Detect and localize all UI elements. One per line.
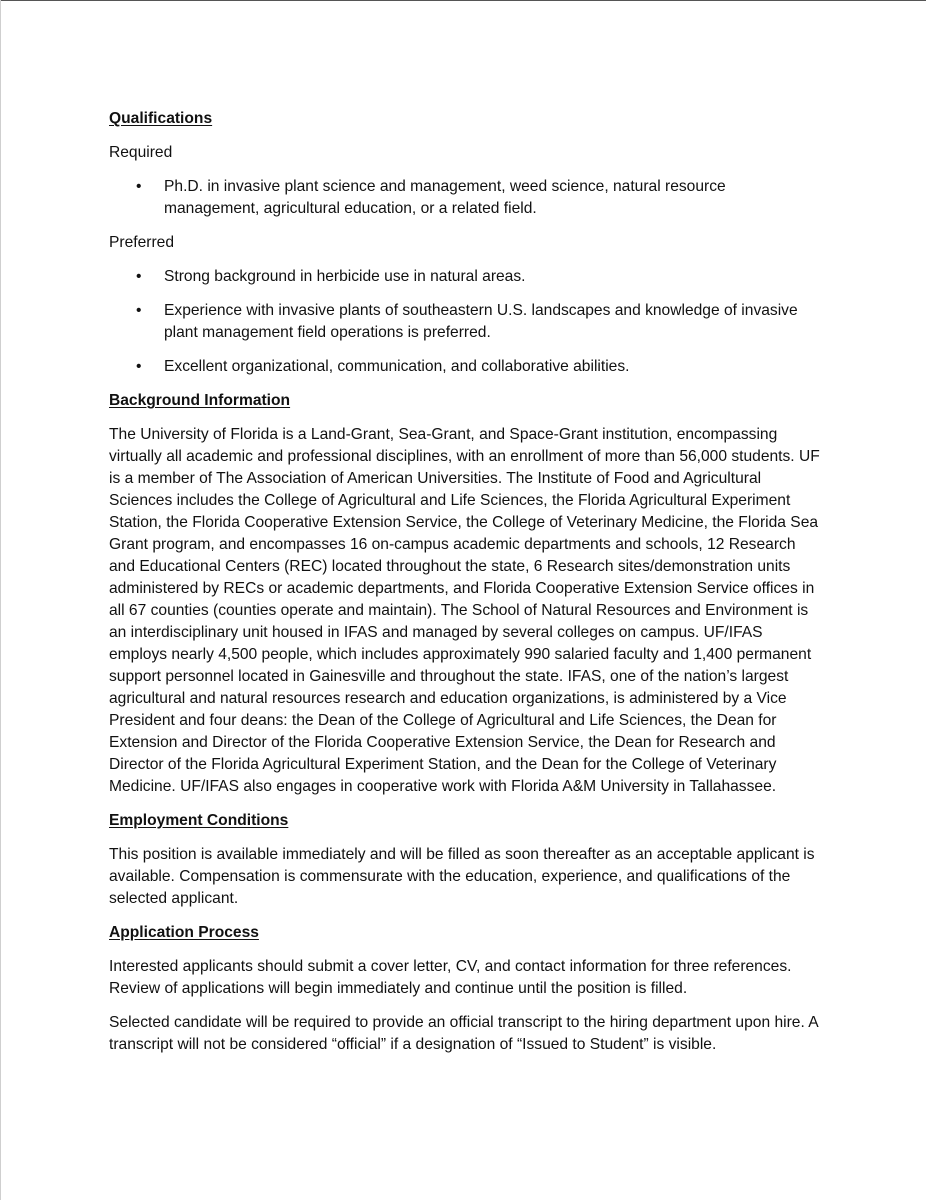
qualifications-heading: Qualifications xyxy=(109,110,213,127)
list-item xyxy=(109,300,821,344)
background-paragraph: The University of Florida is a Land-Grant, Sea-Grant, and Space-Grant institution, encompassing virtually all academic and professional disciplines, with an enrollment of more than 56,000 students. UF is a member of The Association of American Universities. The Institute of Food and Agricultural Sciences includes the College of Agricultural and Life Sciences, the Florida Agricultural Experiment Station, the Florida Cooperative Extension Service, the College of Veterinary Medicine, the Florida Sea Grant program, and encompasses 16 on-campus academic departments and schools, 12 Research and Educational Centers (REC) located throughout the state, 6 Research sites/demonstration units administered by RECs or academic departments, and Florida Cooperative Extension Service offices in all 67 counties (counties operate and maintain). The School of Natural Resources and Environment is an interdisciplinary unit housed in IFAS and managed by several colleges on campus. UF/IFAS employs nearly 4,500 people, which includes approximately 990 salaried faculty and 1,400 permanent support personnel located in Gainesville and throughout the state. IFAS, one of the nation’s largest agricultural and natural resources research and education organizations, is administered by a Vice President and four deans: the Dean of the College of Agricultural and Life Sciences, the Dean for Extension and Director of the Florida Cooperative Extension Service, the Dean for Research and Director of the Florida Agricultural Experiment Station, and the Dean for the College of Veterinary Medicine. UF/IFAS also engages in cooperative work with Florida A&M University in Tallahassee. xyxy=(109,426,820,795)
list-item-text: Excellent organizational, communication, and collaborative abilities. xyxy=(164,358,630,375)
preferred-label: Preferred xyxy=(109,234,175,251)
bullet-icon: • xyxy=(136,268,142,285)
list-item xyxy=(109,266,821,288)
application-heading: Application Process xyxy=(109,924,259,941)
list-item-text: Ph.D. in invasive plant science and management, weed science, natural resource management, agricultural education, or a related field. xyxy=(164,178,726,217)
list-item xyxy=(109,356,821,378)
bullet-icon: • xyxy=(136,178,142,195)
bullet-icon: • xyxy=(136,302,142,319)
list-item xyxy=(109,176,821,220)
employment-paragraph: This position is available immediately and will be filled as soon thereafter as an acceptable applicant is available. Compensation is commensurate with the education, experience, and qualifications of the selected applicant. xyxy=(109,846,815,907)
page-top-edge xyxy=(0,0,926,1)
page-left-edge xyxy=(0,0,1,1200)
list-item-text: Strong background in herbicide use in natural areas. xyxy=(164,268,526,285)
preferred-list xyxy=(109,266,821,378)
required-list xyxy=(109,176,821,220)
list-item-text: Experience with invasive plants of southeastern U.S. landscapes and knowledge of invasive plant management field operations is preferred. xyxy=(164,302,798,341)
background-heading: Background Information xyxy=(109,392,291,409)
application-paragraph-2: Selected candidate will be required to provide an official transcript to the hiring department upon hire. A transcript will not be considered “official” if a designation of “Issued to Student” is visible. xyxy=(109,1014,818,1053)
application-paragraph-1: Interested applicants should submit a cover letter, CV, and contact information for three references. Review of applications will begin immediately and continue until the position is filled. xyxy=(109,958,792,997)
required-label: Required xyxy=(109,144,173,161)
document-body xyxy=(109,108,821,1068)
bullet-icon: • xyxy=(136,358,142,375)
employment-heading: Employment Conditions xyxy=(109,812,289,829)
